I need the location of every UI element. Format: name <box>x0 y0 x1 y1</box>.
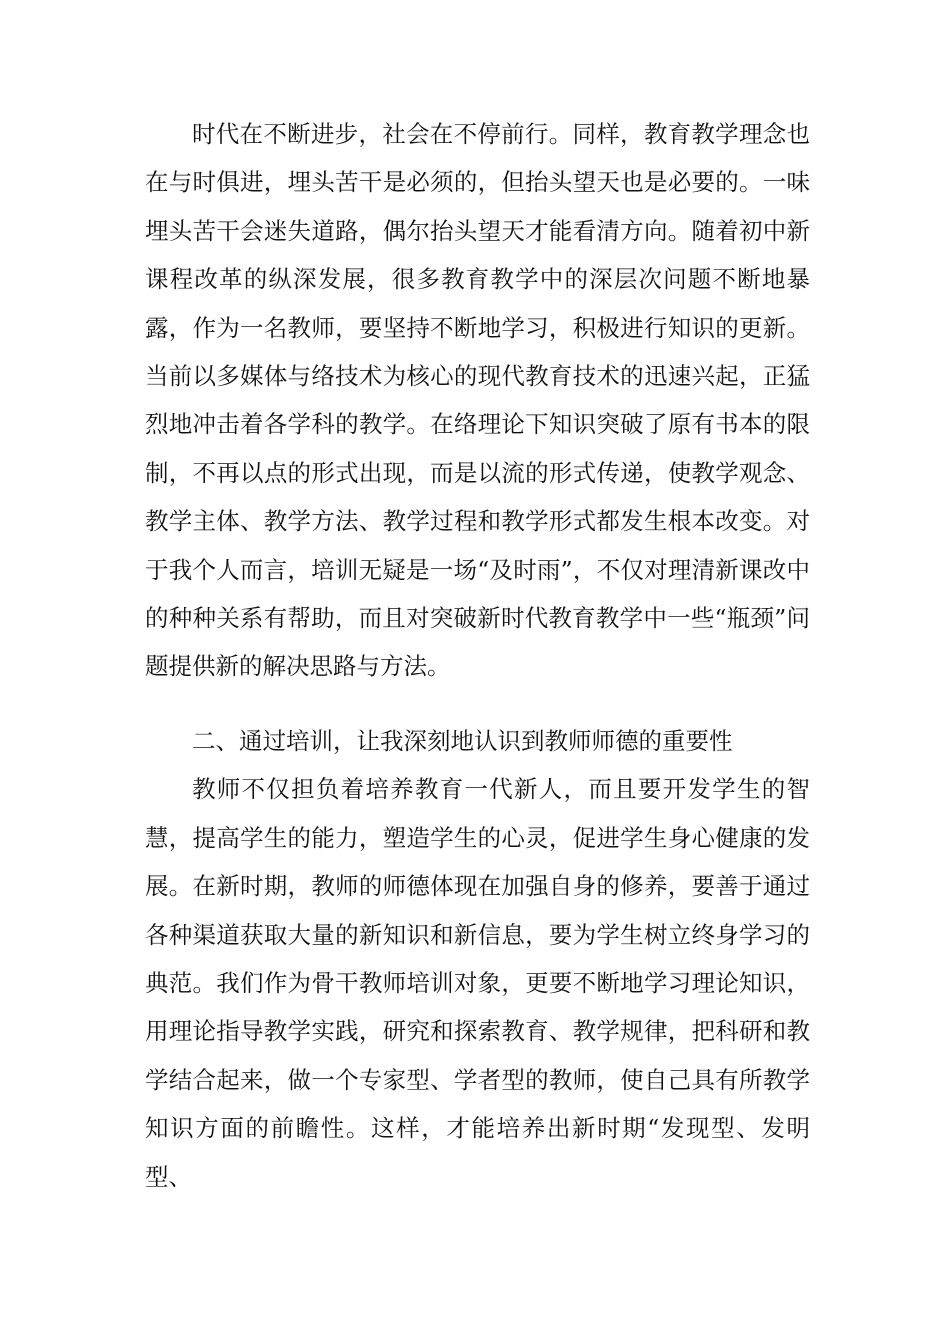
section-heading: 二、通过培训，让我深刻地认识到教师师德的重要性 <box>192 726 733 755</box>
body-paragraph-1: 时代在不断进步，社会在不停前行。同样，教育教学理念也在与时俱进，埋头苦干是必须的，但抬头望天也是必要的。一味埋头苦干会迷失道路，偶尔抬头望天才能看清方向。随着初中新课程改革的纵深发展，很多教育教学中的深层次问题不断地暴露，作为一名教师，要坚持不断地学习，积极进行知识的更新。当前以多媒体与络技术为核心的现代教育技术的迅速兴起，正猛烈地冲击着各学科的教学。在络理论下知识突破了原有书本的限制，不再以点的形式出现，而是以流的形式传递，使教学观念、教学主体、教学方法、教学过程和教学形式都发生根本改变。对于我个人而言，培训无疑是一场“及时雨”，不仅对理清新课改中的种种关系有帮助，而且对突破新时代教育教学中一些“瓶颈”问题提供新的解决思路与方法。 <box>145 120 810 681</box>
document-page <box>145 110 810 1201</box>
body-paragraph-2: 教师不仅担负着培养教育一代新人，而且要开发学生的智慧，提高学生的能力，塑造学生的心灵，促进学生身心健康的发展。在新时期，教师的师德体现在加强自身的修养，要善于通过各种渠道获取大量的新知识和新信息，要为学生树立终身学习的典范。我们作为骨干教师培训对象，更要不断地学习理论知识，用理论指导教学实践，研究和探索教育、教学规律，把科研和教学结合起来，做一个专家型、学者型的教师，使自己具有所教学知识方面的前瞻性。这样，才能培养出新时期“发现型、发明型、 <box>145 775 810 1191</box>
